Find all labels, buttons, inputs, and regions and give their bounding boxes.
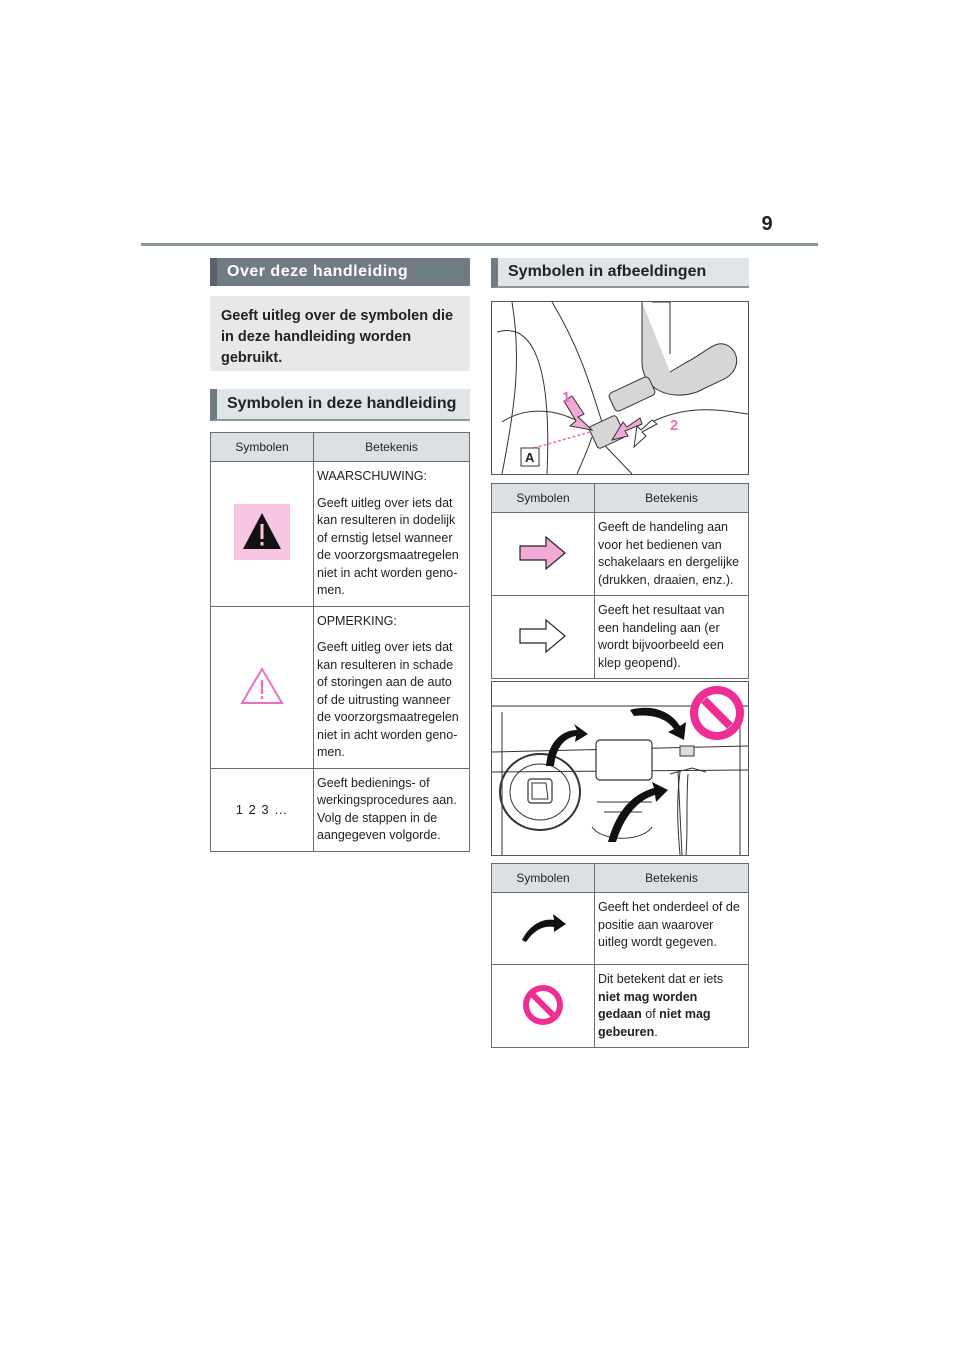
row-heading: OPMERKING: bbox=[317, 613, 397, 628]
pink-arrow-icon bbox=[518, 534, 568, 572]
section-title-right: Symbolen in afbeeldingen bbox=[491, 258, 749, 288]
meaning-cell bbox=[595, 596, 749, 679]
step-numbers-icon: 1 2 3 … bbox=[235, 802, 289, 817]
column-header-meaning: Betekenis bbox=[314, 433, 470, 462]
table-row bbox=[492, 893, 749, 965]
label-a: A bbox=[525, 450, 535, 465]
header-rule bbox=[141, 243, 818, 246]
row-text: Geeft de handeling aan voor het bedienen van schakelaars en dergelijke (drukken, draaien, enz.). bbox=[598, 520, 740, 587]
curved-pointer-icon bbox=[518, 910, 568, 944]
table-row bbox=[492, 513, 749, 596]
column-header-meaning: Betekenis bbox=[595, 484, 749, 513]
text-part: Dit betekent dat er iets bbox=[598, 972, 724, 986]
outline-arrow-icon bbox=[518, 617, 568, 655]
row-text: Geeft het resultaat van een handeling aan (er wordt bijvoorbeeld een klep geopend). bbox=[598, 603, 725, 670]
row-text: Geeft uitleg over iets dat kan resulteren in dodelijk of ernstig letsel wanneer de voorzorgsmaatregelen niet in acht worden geno-men. bbox=[317, 495, 459, 597]
text-part: of bbox=[641, 1007, 660, 1021]
table-row bbox=[492, 596, 749, 679]
subsection-title: Symbolen in deze handleiding bbox=[210, 389, 470, 421]
section-title-left: Over deze handleiding bbox=[210, 258, 470, 286]
label-1: 1 bbox=[562, 389, 571, 406]
column-header-symbol: Symbolen bbox=[211, 433, 314, 462]
symbols-table-right-2 bbox=[491, 863, 749, 1048]
row-text: Geeft bedienings- of werkingsprocedures aan. Volg de stappen in de aangegeven volgorde. bbox=[317, 775, 457, 842]
meaning-cell bbox=[595, 965, 749, 1048]
table-row bbox=[211, 606, 470, 768]
seatbelt-drawing bbox=[492, 302, 748, 474]
table-row bbox=[492, 965, 749, 1048]
meaning-cell bbox=[595, 513, 749, 596]
symbol-cell bbox=[492, 965, 595, 1048]
meaning-cell bbox=[314, 606, 470, 768]
table-row bbox=[211, 462, 470, 607]
page-number: 9 bbox=[761, 213, 773, 235]
notice-outline-icon bbox=[239, 666, 285, 706]
label-2: 2 bbox=[670, 417, 679, 434]
meaning-cell bbox=[314, 462, 470, 607]
symbol-cell bbox=[211, 462, 314, 607]
column-header-symbol: Symbolen bbox=[492, 864, 595, 893]
symbol-cell bbox=[211, 768, 314, 851]
symbol-cell bbox=[492, 513, 595, 596]
symbol-cell bbox=[492, 893, 595, 965]
meaning-cell bbox=[314, 768, 470, 851]
table-row bbox=[211, 768, 470, 851]
row-text: Geeft uitleg over iets dat kan resulteren in schade of storingen aan de auto of de uitrusting wanneer de voorzorgsmaatregelen niet in acht worden geno-men. bbox=[317, 640, 459, 759]
meaning-cell bbox=[595, 893, 749, 965]
text-part: . bbox=[654, 1024, 658, 1039]
intro-text: Geeft uitleg over de symbolen die in deze handleiding worden gebruikt. bbox=[210, 296, 470, 371]
dashboard-illustration bbox=[491, 681, 749, 856]
column-header-meaning: Betekenis bbox=[595, 864, 749, 893]
row-text: Geeft het onderdeel of de positie aan waarover uitleg wordt gegeven. bbox=[598, 900, 740, 949]
bold-text: niet mag gebeuren bbox=[598, 1007, 711, 1039]
row-heading: WAARSCHUWING: bbox=[317, 469, 427, 483]
prohibition-icon bbox=[521, 983, 565, 1027]
seatbelt-illustration bbox=[491, 301, 749, 475]
symbols-table-right-1 bbox=[491, 483, 749, 679]
column-header-symbol: Symbolen bbox=[492, 484, 595, 513]
symbol-cell bbox=[211, 606, 314, 768]
dashboard-drawing bbox=[492, 682, 748, 855]
row-text bbox=[598, 971, 744, 1041]
bold-text: niet mag worden gedaan bbox=[598, 989, 698, 1021]
warning-filled-icon bbox=[234, 504, 290, 560]
symbol-cell bbox=[492, 596, 595, 679]
symbols-table-left bbox=[210, 432, 470, 852]
